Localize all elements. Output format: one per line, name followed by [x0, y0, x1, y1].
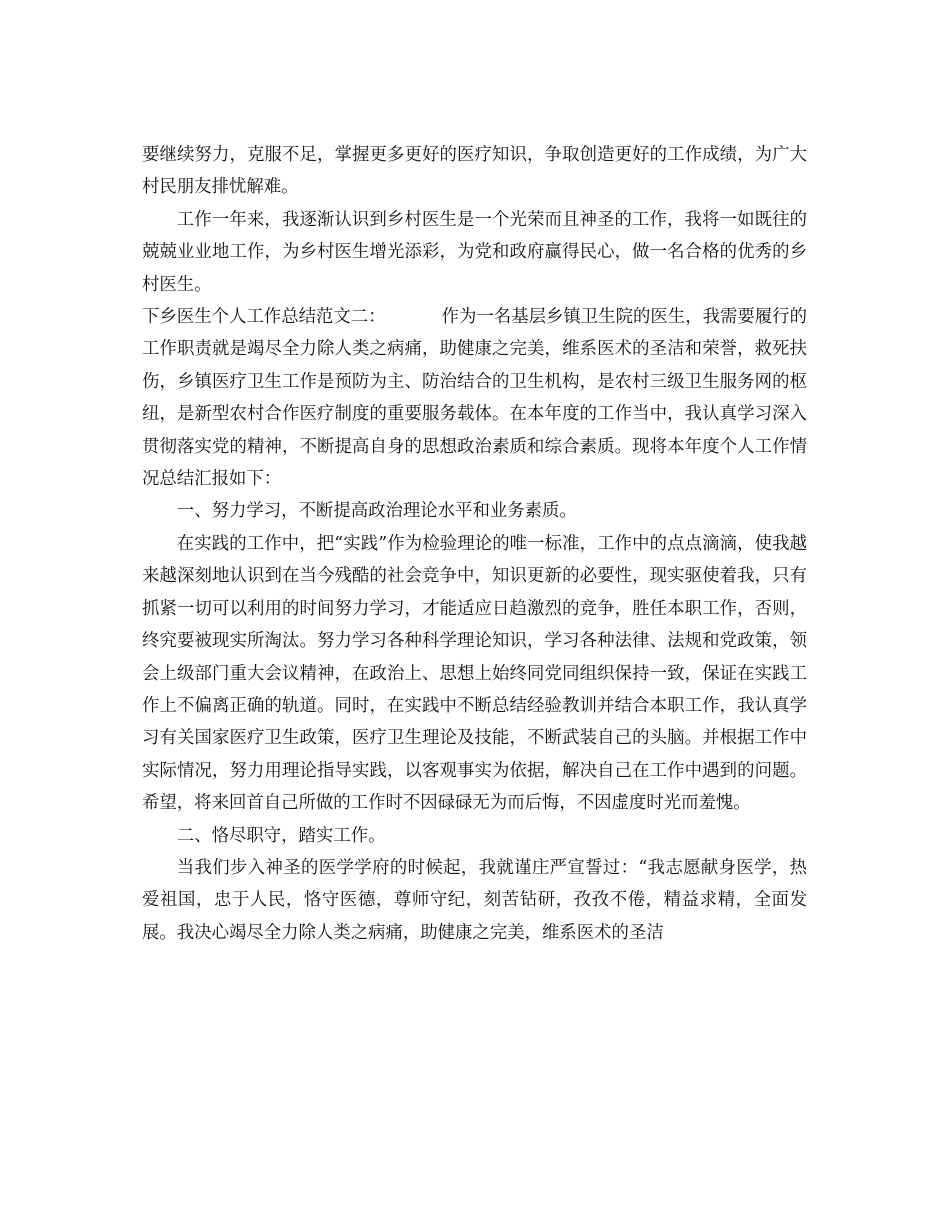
paragraph-practice: 在实践的工作中，把“实践”作为检验理论的唯一标准，工作中的点点滴滴，使我越来越深刻地认识到在当今残酷的社会竞争中，知识更新的必要性，现实驱使着我，只有抓紧一切可以利用的时间努力学习，才能适应日趋激烈的竞争，胜任本职工作，否则，终究要被现实所淘汰。努力学习各种科学理论知识，学习各种法律、法规和党政策，领会上级部门重大会议精神，在政治上、思想上始终同党同组织保持一致，保证在实践工作上不偏离正确的轨道。同时，在实践中不断总结经验教训并结合本职工作，我认真学习有关国家医疗卫生政策，医疗卫生理论及技能，不断武装自己的头脑。并根据工作中实际情况，努力用理论指导实践，以客观事实为依据，解决自己在工作中遇到的问题。希望，将来回首自己所做的工作时不因碌碌无为而后悔，不因虚度时光而羞愧。 — [142, 533, 807, 814]
section-title: 下乡医生个人工作总结范文二： — [142, 307, 386, 328]
document-body — [142, 139, 807, 949]
section-intro-text: 作为一名基层乡镇卫生院的医生，我需要履行的工作职责就是竭尽全力除人类之病痛，助健康之完美，维系医术的圣洁和荣誉，救死扶伤，乡镇医疗卫生工作是预防为主、防治结合的卫生机构，是农村三级卫生服务网的枢纽，是新型农村合作医疗制度的重要服务载体。在本年度的工作当中，我认真学习深入贯彻落实党的精神，不断提高自身的思想政治素质和综合素质。现将本年度个人工作情况总结汇报如下： — [142, 307, 807, 490]
paragraph-continuation: 要继续努力，克服不足，掌握更多更好的医疗知识，争取创造更好的工作成绩，为广大村民朋友排忧解难。 — [142, 145, 807, 198]
heading-duty: 二、恪尽职守，踏实工作。 — [176, 825, 386, 846]
paragraph-work-year: 工作一年来，我逐渐认识到乡村医生是一个光荣而且神圣的工作，我将一如既往的兢兢业业地工作，为乡村医生增光添彩，为党和政府赢得民心，做一名合格的优秀的乡村医生。 — [142, 209, 807, 295]
paragraph-sample-two — [142, 301, 807, 495]
paragraph-oath: 当我们步入神圣的医学学府的时候起，我就谨庄严宣誓过：“我志愿献身医学，热爱祖国，忠于人民，恪守医德，尊师守纪，刻苦钻研，孜孜不倦，精益求精，全面发展。我决心竭尽全力除人类之病痛，助健康之完美，维系医术的圣洁 — [142, 857, 807, 943]
heading-study: 一、努力学习，不断提高政治理论水平和业务素质。 — [176, 501, 577, 522]
